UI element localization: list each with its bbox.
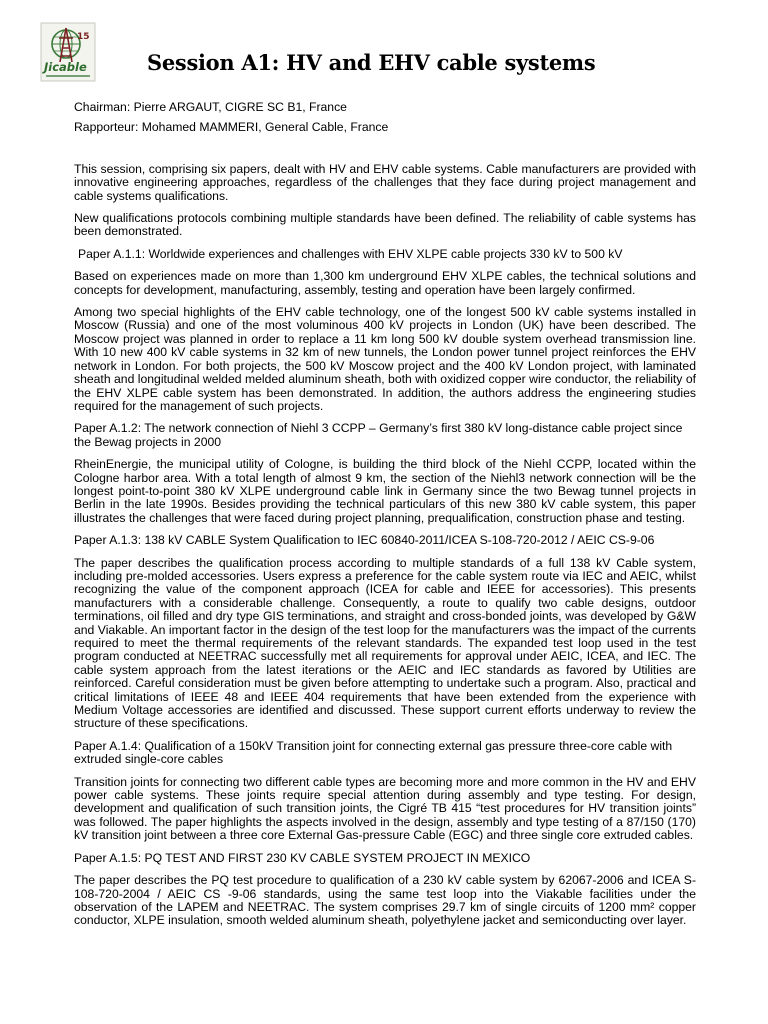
paper-heading: Paper A.1.2: The network connection of Niehl 3 CCPP – Germany’s first 380 kV long-distance cable project since the Bewag projects in 2000 <box>74 421 683 449</box>
paper-paragraph: Among two special highlights of the EHV cable technology, one of the longest 500 kV cable systems installed in Moscow (Russia) and one of the most voluminous 400 kV projects in London (UK) have been described. The Moscow project was planned in order to replace a 11 km long 500 kV double system overhead transmission line. With 10 new 400 kV cable systems in 32 km of new tunnels, the London power tunnel project reinforces the EHV network in London. For both projects, the 500 kV Moscow project and the 400 kV London project, with laminated sheath and longitudinal welded melded aluminum sheath, both with oxidized copper wire conductor, the reliability of the EHV XLPE cable system has been demonstrated. In addition, the authors address the engineering studies required for the management of such projects. <box>74 305 696 413</box>
chairman-line: Chairman: Pierre ARGAUT, CIGRE SC B1, France <box>74 100 347 114</box>
svg-text:Jicable: Jicable <box>44 60 87 74</box>
jicable-logo <box>40 22 96 82</box>
paper-heading: Paper A.1.5: PQ TEST AND FIRST 230 KV CABLE SYSTEM PROJECT IN MEXICO <box>74 850 531 865</box>
svg-text:15: 15 <box>77 32 90 42</box>
paper-paragraph: Based on experiences made on more than 1,300 km underground EHV XLPE cables, the technical solutions and concepts for development, manufacturing, assembly, testing and operation have been largely confirmed. <box>74 269 696 297</box>
paper-paragraph: The paper describes the PQ test procedure to qualification of a 230 kV cable system by 62067-2006 and ICEA S-108-720-2004 / AEIC CS -9-06 standards, using the same test loop into the Viakable facilities under the observation of the LAPEM and NEETRAC. The system comprises 29.7 km of single circuits of 1200 mm² copper conductor, XLPE insulation, smooth welded aluminum sheath, polyethylene jacket and semiconducting over layer. <box>74 873 696 928</box>
paper-heading: Paper A.1.4: Qualification of a 150kV Transition joint for connecting external gas pressure three-core cable with extruded single-core cables <box>74 738 673 767</box>
page-title: Session A1: HV and EHV cable systems <box>147 50 596 75</box>
paper-heading: Paper A.1.3: 138 kV CABLE System Qualification to IEC 60840-2011/ICEA S-108-720-2012 / AEIC CS-9-06 <box>74 533 655 548</box>
paper-paragraph: RheinEnergie, the municipal utility of Cologne, is building the third block of the Niehl CCPP, located within the Cologne harbor area. With a total length of almost 9 km, the section of the Niehl3 network connection will be the longest point-to-point 380 kV XLPE underground cable link in Germany since the two Bewag tunnel projects in Berlin in the late 1990s. Besides providing the technical particulars of this new 380 kV cable system, this paper illustrates the challenges that were faced during project planning, prequalification, construction phase and testing. <box>74 457 696 525</box>
rapporteur-line: Rapporteur: Mohamed MAMMERI, General Cable, France <box>74 120 389 135</box>
document-body <box>74 101 696 937</box>
paper-heading: Paper A.1.1: Worldwide experiences and challenges with EHV XLPE cable projects 330 kV to 500 kV <box>78 246 623 261</box>
paper-paragraph: The paper describes the qualification process according to multiple standards of a full 138 kV Cable system, including pre-molded accessories. Users express a preference for the cable system route via IEC and AEIC, whilst recognizing the value of the component approach (ICEA for cable and IEEE for accessories). This presents manufacturers with a considerable challenge. Consequently, a route to qualify two cable designs, outdoor terminations, oil filled and dry type GIS terminations, and straight and cross-bonded joints, was developed by G&W and Viakable. An important factor in the design of the test loop for the manufacturers was the impact of the currents required to meet the thermal requirements of the relevant standards. The expanded test loop used in the test program conducted at NEETRAC successfully met all requirements for approval under AEIC, ICEA, and IEC. The cable system approach from the latest iterations or the AEIC and IEC standards as favored by Utilities are reinforced. Careful consideration must be given before attempting to undertake such a program. Also, practical and critical limitations of IEEE 48 and IEEE 404 requirements that have been extended from the experience with Medium Voltage accessories are identified and discussed. These support current efforts underway to review the structure of these specifications. <box>74 555 696 731</box>
paper-paragraph: Transition joints for connecting two different cable types are becoming more and more common in the HV and EHV power cable systems. These joints require special attention during assembly and type testing. For design, development and qualification of such transition joints, the Cigré TB 415 “test procedures for HV transition joints” was followed. The paper highlights the aspects involved in the design, assembly and type testing of a 87/150 (170) kV transition joint between a three core External Gas-pressure Cable (EGC) and three single core extruded cables. <box>74 774 696 843</box>
jicable-logo-icon <box>40 22 96 82</box>
intro-paragraph: This session, comprising six papers, dealt with HV and EHV cable systems. Cable manufacturers are provided with innovative engineering approaches, regardless of the challenges that they face during project management and cable systems qualifications. <box>74 161 696 203</box>
intro-paragraph: New qualifications protocols combining multiple standards have been defined. The reliability of cable systems has been demonstrated. <box>74 211 696 239</box>
